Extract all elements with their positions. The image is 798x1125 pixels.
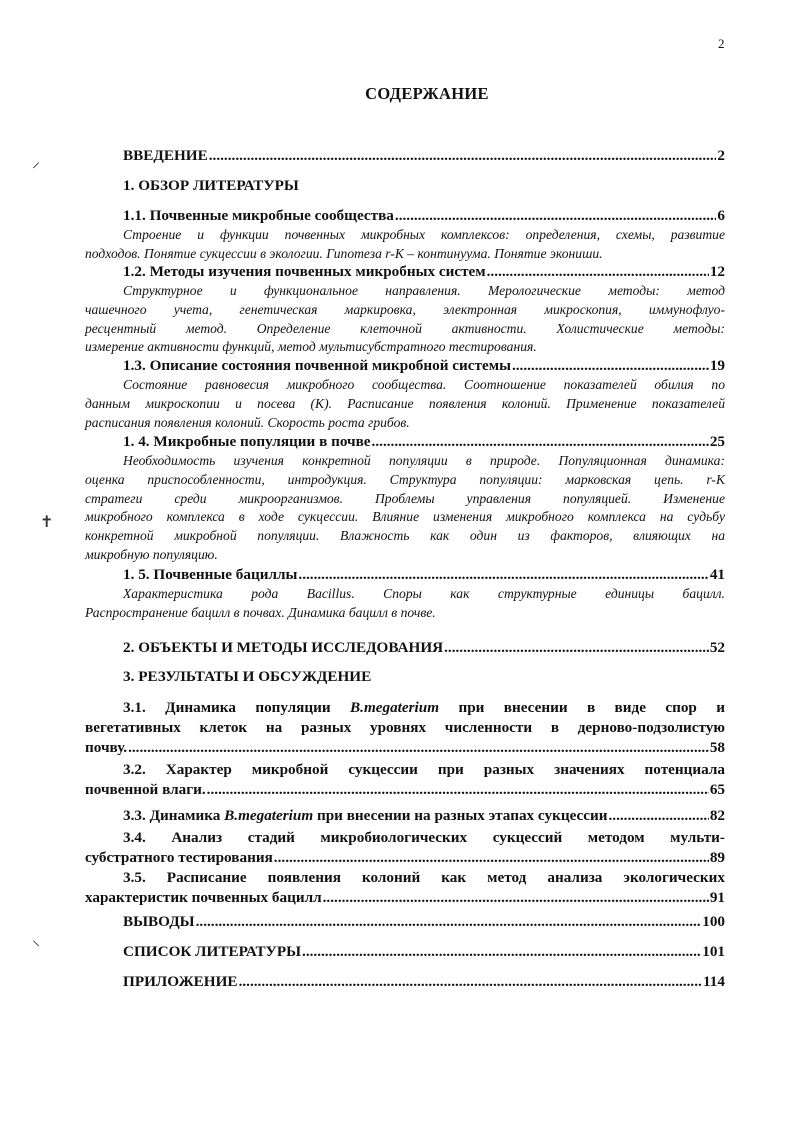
entry-page-number: 65	[709, 781, 725, 798]
entry-page-number: 89	[709, 849, 725, 866]
entry-leader-row	[123, 565, 725, 585]
entry-title: 2. ОБЪЕКТЫ И МЕТОДЫ ИССЛЕДОВАНИЯ	[123, 639, 444, 656]
description-line: чашечного учета, генетическая маркировка, электронная микроскопия, иммунофлуо-	[85, 301, 725, 317]
dot-leader	[128, 738, 709, 758]
description-line: Структурное и функциональное направления. Мерологические методы: метод	[123, 283, 725, 298]
dot-leader	[512, 356, 709, 376]
entry-page-number: 12	[709, 263, 725, 280]
entry-description	[85, 376, 725, 432]
description-line: Строение и функции почвенных микробных комплексов: определения, схемы, развитие	[123, 227, 725, 242]
entry-page-number: 25	[709, 433, 725, 450]
description-line: ресцентный метод. Определение клеточной активности. Холистические методы:	[85, 320, 725, 336]
toc-entry[interactable]	[123, 942, 725, 962]
toc-entry[interactable]	[85, 262, 725, 357]
entry-description	[85, 452, 725, 565]
dot-leader	[302, 942, 701, 962]
toc-entry[interactable]	[85, 828, 725, 868]
entry-page-number: 58	[709, 739, 725, 756]
entry-page-number: 101	[702, 943, 725, 960]
entry-leader-row	[123, 146, 725, 166]
description-line: конкретной микробной популяции. Влажность как один из факторов, влияющих на	[85, 528, 725, 544]
entry-title: субстратного тестирования	[85, 849, 273, 866]
description-line: оценка приспособленности, интродукция. Структура популяции: марковская цепь. r-К	[85, 471, 725, 487]
entry-title: 1.3. Описание состояния почвенной микробной системы	[123, 357, 511, 374]
entry-title: 1. 5. Почвенные бациллы	[123, 566, 298, 583]
entry-page-number: 41	[709, 566, 725, 583]
description-line: микробного комплекса в ходе сукцессии. Влияние изменения микробного комплекса на судьбу	[85, 509, 725, 525]
entry-leader-row	[85, 848, 725, 868]
description-line: Распространение бацилл в почвах. Динамика бацилл в почве.	[85, 604, 436, 620]
entry-page-number: 114	[703, 973, 725, 990]
dot-leader	[298, 565, 708, 585]
entry-leader-row	[85, 888, 725, 908]
entry-title: 1. 4. Микробные популяции в почве	[123, 433, 371, 450]
dot-leader	[608, 806, 708, 826]
section-heading: 3. РЕЗУЛЬТАТЫ И ОБСУЖДЕНИЕ	[123, 668, 372, 685]
entry-page-number: 91	[709, 889, 725, 906]
description-line: подходов. Понятие сукцессии в экологии. Гипотеза r-К – континуума. Понятие экониши.	[85, 245, 603, 261]
dot-leader	[196, 912, 702, 932]
dot-leader	[207, 780, 709, 800]
toc-entry[interactable]	[85, 565, 725, 623]
description-line: измерение активности функций, метод мультисубстратного тестирования.	[85, 339, 537, 355]
entry-title: 3.3. Динамика B.megaterium при внесении на разных этапах сукцессии	[123, 807, 608, 824]
entry-leader-row	[123, 432, 725, 452]
entry-title: ПРИЛОЖЕНИЕ	[123, 973, 238, 990]
section-heading: 1. ОБЗОР ЛИТЕРАТУРЫ	[123, 177, 299, 194]
entry-leader-row	[85, 738, 725, 758]
scan-mark: ⸝	[32, 154, 41, 171]
toc-entry[interactable]	[123, 638, 725, 658]
entry-page-number: 82	[709, 807, 725, 824]
dot-leader	[209, 146, 717, 166]
entry-title: 1.1. Почвенные микробные сообщества	[123, 207, 394, 224]
description-line: стратеги среди микроорганизмов. Проблемы управления популяцией. Изменение	[85, 490, 725, 506]
scan-mark: ⸜	[32, 932, 41, 949]
entry-title-line: 3.4. Анализ стадий микробиологических сукцессий методом мульти-	[123, 829, 725, 846]
description-line: Необходимость изучения конкретной популяции в природе. Популяционная динамика:	[123, 453, 725, 468]
entry-description	[85, 282, 725, 357]
entry-leader-row	[123, 356, 725, 376]
entry-description	[85, 226, 725, 264]
dot-leader	[395, 206, 717, 226]
toc-entry[interactable]	[85, 868, 725, 908]
entry-leader-row	[123, 942, 725, 962]
dot-leader	[487, 262, 709, 282]
description-line: Характеристика рода Bacillus. Споры как структурные единицы бацилл.	[123, 586, 725, 601]
entry-title: ВВЕДЕНИЕ	[123, 147, 208, 164]
entry-title-line: вегетативных клеток на разных уровнях численности в дерново-подзолистую	[85, 719, 725, 736]
toc-entry[interactable]	[85, 206, 725, 264]
toc-entry[interactable]	[123, 972, 725, 992]
scan-mark: ✝	[40, 514, 54, 531]
page-title: СОДЕРЖАНИЕ	[365, 84, 489, 103]
toc-entry[interactable]	[123, 667, 371, 687]
entry-leader-row	[123, 972, 725, 992]
dot-leader	[444, 638, 709, 658]
entry-leader-row	[85, 780, 725, 800]
description-line: Состояние равновесия микробного сообщества. Соотношение показателей обилия по	[123, 377, 725, 392]
toc-entry[interactable]	[85, 760, 725, 800]
description-line: микробную популяцию.	[85, 546, 218, 562]
entry-page-number: 19	[709, 357, 725, 374]
page-number: 2	[718, 36, 725, 51]
entry-title-line: 3.1. Динамика популяции B.megaterium при внесении в виде спор и	[123, 699, 725, 716]
toc-entry[interactable]	[85, 698, 725, 758]
entry-page-number: 100	[702, 913, 725, 930]
dot-leader	[239, 972, 702, 992]
dot-leader	[274, 848, 709, 868]
dot-leader	[323, 888, 709, 908]
toc-entry[interactable]	[85, 356, 725, 432]
entry-title-line: 3.2. Характер микробной сукцессии при разных значениях потенциала	[123, 761, 725, 778]
entry-title: характеристик почвенных бацилл	[85, 889, 322, 906]
entry-description	[85, 585, 725, 623]
entry-title: почву.	[85, 739, 128, 756]
entry-title: почвенной влаги.	[85, 781, 206, 798]
toc-entry[interactable]	[123, 806, 725, 826]
entry-title: ВЫВОДЫ	[123, 913, 195, 930]
toc-entry[interactable]	[123, 176, 299, 196]
entry-page-number: 6	[717, 207, 725, 224]
entry-leader-row	[123, 638, 725, 658]
entry-leader-row	[123, 206, 725, 226]
entry-title: 1.2. Методы изучения почвенных микробных систем	[123, 263, 486, 280]
entry-leader-row	[123, 262, 725, 282]
entry-leader-row	[123, 806, 725, 826]
entry-page-number: 2	[717, 147, 725, 164]
toc-entry[interactable]	[123, 912, 725, 932]
description-line: данным микроскопии и посева (К). Расписание появления колоний. Применение показателей	[85, 395, 725, 411]
entry-page-number: 52	[709, 639, 725, 656]
dot-leader	[372, 432, 709, 452]
entry-leader-row	[123, 912, 725, 932]
description-line: расписания появления колоний. Скорость роста грибов.	[85, 414, 410, 430]
entry-title-line: 3.5. Расписание появления колоний как метод анализа экологических	[123, 869, 725, 886]
entry-title: СПИСОК ЛИТЕРАТУРЫ	[123, 943, 302, 960]
toc-entry[interactable]	[123, 146, 725, 166]
toc-entry[interactable]	[85, 432, 725, 565]
